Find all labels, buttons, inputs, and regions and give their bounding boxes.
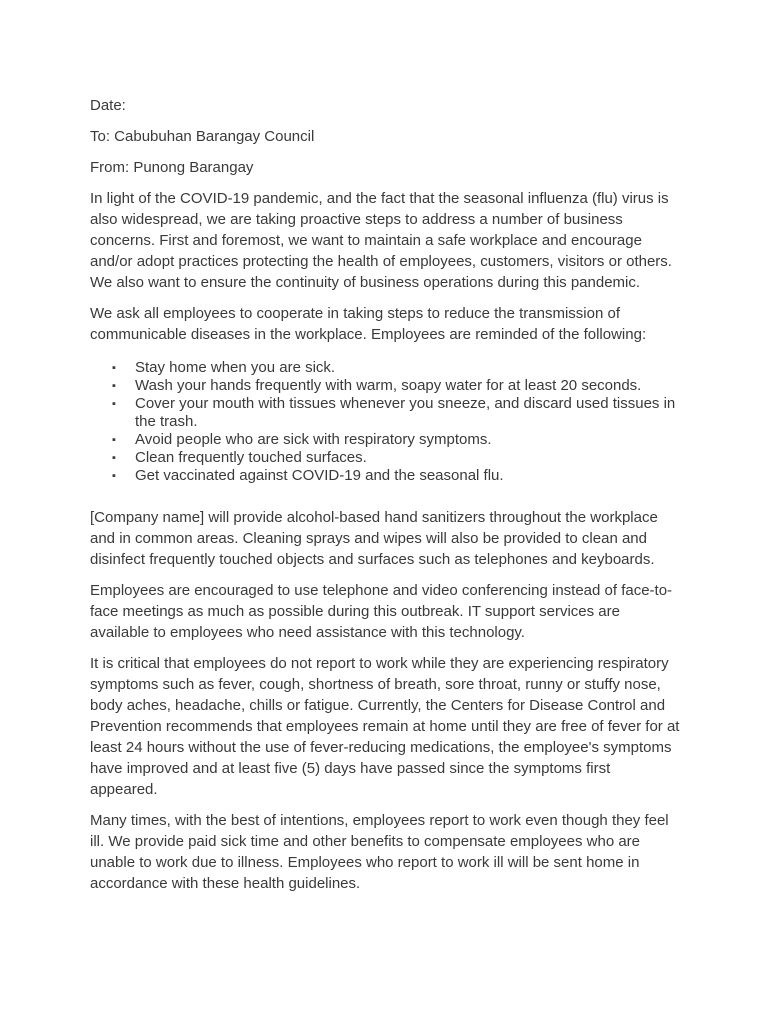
list-item — [90, 467, 680, 485]
symptoms-paragraph: It is critical that employees do not report to work while they are experiencing respiratory symptoms such as fever, cough, shortness of breath, sore throat, runny or stuffy nose, body aches, headache, chills or fatigue. Currently, the Centers for Disease Control and Prevention recommends that employees remain at home until they are free of fever for at least 24 hours without the use of fever-reducing medications, the employee's symptoms have improved and at least five (5) days have passed since the symptoms first appeared. — [90, 655, 680, 798]
bullet-icon: ▪ — [112, 362, 116, 374]
list-item-text: Clean frequently touched surfaces. — [135, 449, 367, 466]
to-line: To: Cabubuhan Barangay Council — [90, 128, 315, 145]
list-item — [90, 431, 680, 449]
memo-document — [90, 95, 680, 904]
date-line: Date: — [90, 97, 126, 114]
list-item — [90, 359, 680, 377]
bullet-icon: ▪ — [112, 434, 116, 446]
bullet-icon: ▪ — [112, 470, 116, 482]
intro-paragraph: In light of the COVID-19 pandemic, and the fact that the seasonal influenza (flu) virus is also widespread, we are taking proactive steps to address a number of business concerns. First and foremost, we want to maintain a safe workplace and encourage and/or adopt practices protecting the health of employees, customers, visitors or others. We also want to ensure the continuity of business operations during this pandemic. — [90, 190, 672, 291]
list-item-text: Cover your mouth with tissues whenever you sneeze, and discard used tissues in the trash. — [135, 395, 676, 430]
reminder-list — [90, 359, 680, 485]
sick-time-paragraph: Many times, with the best of intentions, employees report to work even though they feel ill. We provide paid sick time and other benefits to compensate employees who are unable to work due to illness. Employees who report to work ill will be sent home in accordance with these health guidelines. — [90, 812, 669, 892]
list-item-text: Stay home when you are sick. — [135, 359, 336, 376]
list-item-text: Get vaccinated against COVID-19 and the seasonal flu. — [135, 467, 504, 484]
bullet-icon: ▪ — [112, 380, 116, 392]
list-item-text: Avoid people who are sick with respiratory symptoms. — [135, 431, 492, 448]
conferencing-paragraph: Employees are encouraged to use telephone and video conferencing instead of face-to-face meetings as much as possible during this outbreak. IT support services are available to employees who need assistance with this technology. — [90, 582, 673, 641]
bullet-icon: ▪ — [112, 398, 116, 410]
list-item — [90, 395, 680, 431]
list-item-text: Wash your hands frequently with warm, soapy water for at least 20 seconds. — [135, 377, 642, 394]
list-item — [90, 449, 680, 467]
sanitizer-paragraph: [Company name] will provide alcohol-based hand sanitizers throughout the workplace and in common areas. Cleaning sprays and wipes will also be provided to clean and disinfect frequently touched objects and surfaces such as telephones and keyboards. — [90, 509, 658, 568]
bullet-icon: ▪ — [112, 452, 116, 464]
cooperation-paragraph: We ask all employees to cooperate in taking steps to reduce the transmission of communicable diseases in the workplace. Employees are reminded of the following: — [90, 305, 647, 343]
from-line: From: Punong Barangay — [90, 159, 254, 176]
list-item — [90, 377, 680, 395]
